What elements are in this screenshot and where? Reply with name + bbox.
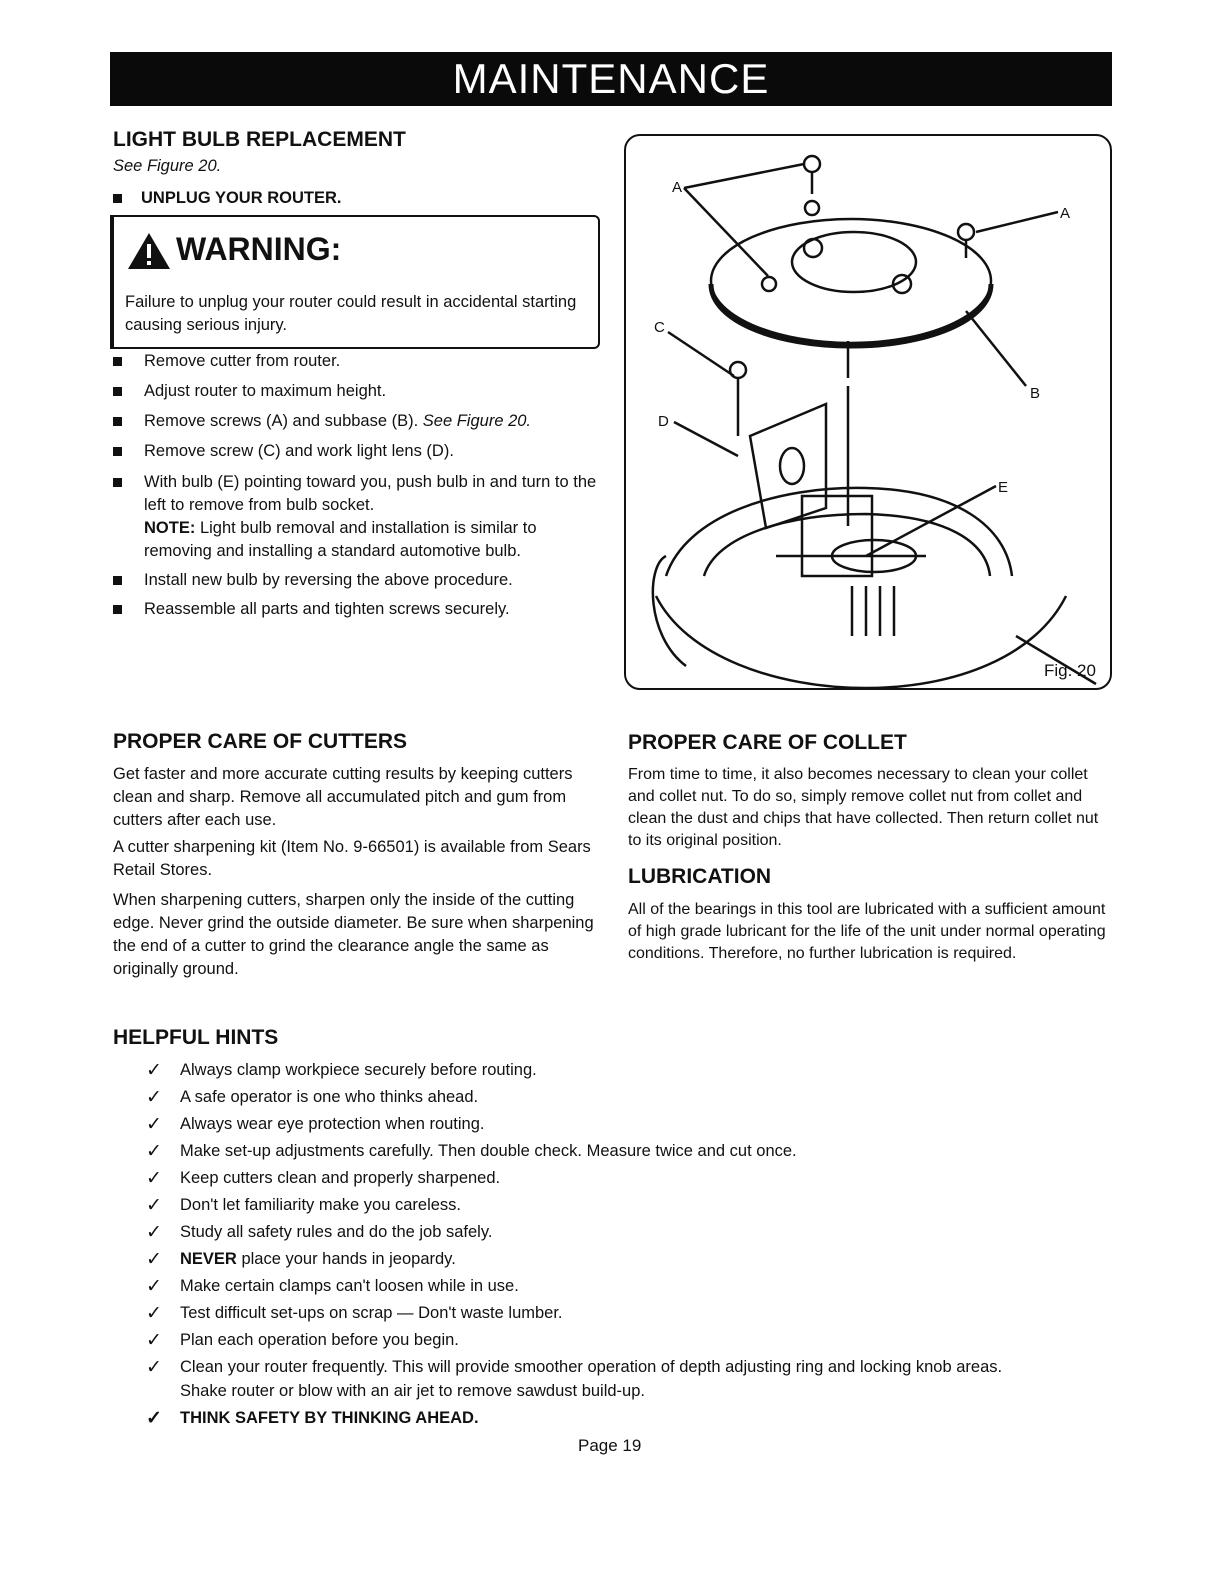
- warning-text: Failure to unplug your router could result in accidental starting causing serious injury.: [125, 293, 577, 334]
- check-icon: ✓: [146, 1276, 162, 1297]
- warning-triangle-icon: [127, 231, 171, 271]
- check-icon: ✓: [146, 1303, 162, 1324]
- figure-label: A: [672, 179, 683, 196]
- hints-heading: HELPFUL HINTS: [113, 1026, 279, 1049]
- figure-20: [624, 134, 1112, 690]
- bullet-icon: [113, 447, 122, 456]
- check-icon: ✓: [146, 1408, 162, 1429]
- bullet-icon: [113, 576, 122, 585]
- cutters-paragraph: When sharpening cutters, sharpen only the inside of the cutting edge. Never grind the outside diameter. Be sure when sharpening the end of a cutter to grind the clearance angle the same as originally ground.: [113, 891, 594, 978]
- bullet-icon: [113, 417, 122, 426]
- figure-label: D: [658, 413, 669, 430]
- figure-label: C: [654, 319, 665, 336]
- collet-paragraph: From time to time, it also becomes necessary to clean your collet and collet nut. To do so, simply remove collet nut from collet and clean the dust and chips that have collected. Then return collet nut to its original position.: [628, 766, 1099, 849]
- collet-heading: PROPER CARE OF COLLET: [628, 731, 907, 754]
- bullet-icon: [113, 194, 122, 203]
- check-icon: ✓: [146, 1195, 162, 1216]
- bullet-icon: [113, 387, 122, 396]
- cutters-paragraph: Get faster and more accurate cutting results by keeping cutters clean and sharp. Remove all accumulated pitch and gum from cutters after each use.: [113, 765, 573, 829]
- figure-label: B: [1030, 385, 1041, 402]
- bullet-icon: [113, 605, 122, 614]
- check-icon: ✓: [146, 1060, 162, 1081]
- figure-label: E: [998, 479, 1009, 496]
- check-icon: ✓: [146, 1114, 162, 1135]
- check-icon: ✓: [146, 1222, 162, 1243]
- never-word: NEVER: [180, 1250, 237, 1268]
- cutters-paragraph: A cutter sharpening kit (Item No. 9-66501) is available from Sears Retail Stores.: [113, 838, 591, 879]
- see-figure-ref: See Figure 20.: [113, 157, 222, 175]
- cutters-heading: PROPER CARE OF CUTTERS: [113, 730, 408, 753]
- note-text: NOTE: Light bulb removal and installation is similar to removing and installing a standard automotive bulb.: [144, 519, 537, 560]
- check-icon: ✓: [146, 1357, 162, 1378]
- bullet-icon: [113, 357, 122, 366]
- check-icon: ✓: [146, 1141, 162, 1162]
- check-icon: ✓: [146, 1168, 162, 1189]
- bullet-icon: [113, 478, 122, 487]
- warning-box: [110, 215, 600, 349]
- check-icon: ✓: [146, 1330, 162, 1351]
- section-banner: MAINTENANCE: [110, 52, 1112, 106]
- lubrication-paragraph: All of the bearings in this tool are lubricated with a sufficient amount of high grade lubricant for the life of the unit under normal operating conditions. Therefore, no further lubrication is required.: [628, 901, 1106, 962]
- light-bulb-heading: LIGHT BULB REPLACEMENT: [113, 128, 406, 151]
- page-number: Page 19: [578, 1436, 642, 1455]
- warning-title: WARNING:: [176, 231, 342, 267]
- figure-caption: Fig. 20: [1044, 661, 1096, 680]
- step-figure-ref: See Figure 20.: [422, 412, 532, 430]
- lubrication-heading: LUBRICATION: [628, 865, 772, 888]
- check-icon: ✓: [146, 1249, 162, 1270]
- check-icon: ✓: [146, 1087, 162, 1108]
- router-diagram: [626, 136, 1110, 688]
- figure-label: A: [1060, 205, 1071, 222]
